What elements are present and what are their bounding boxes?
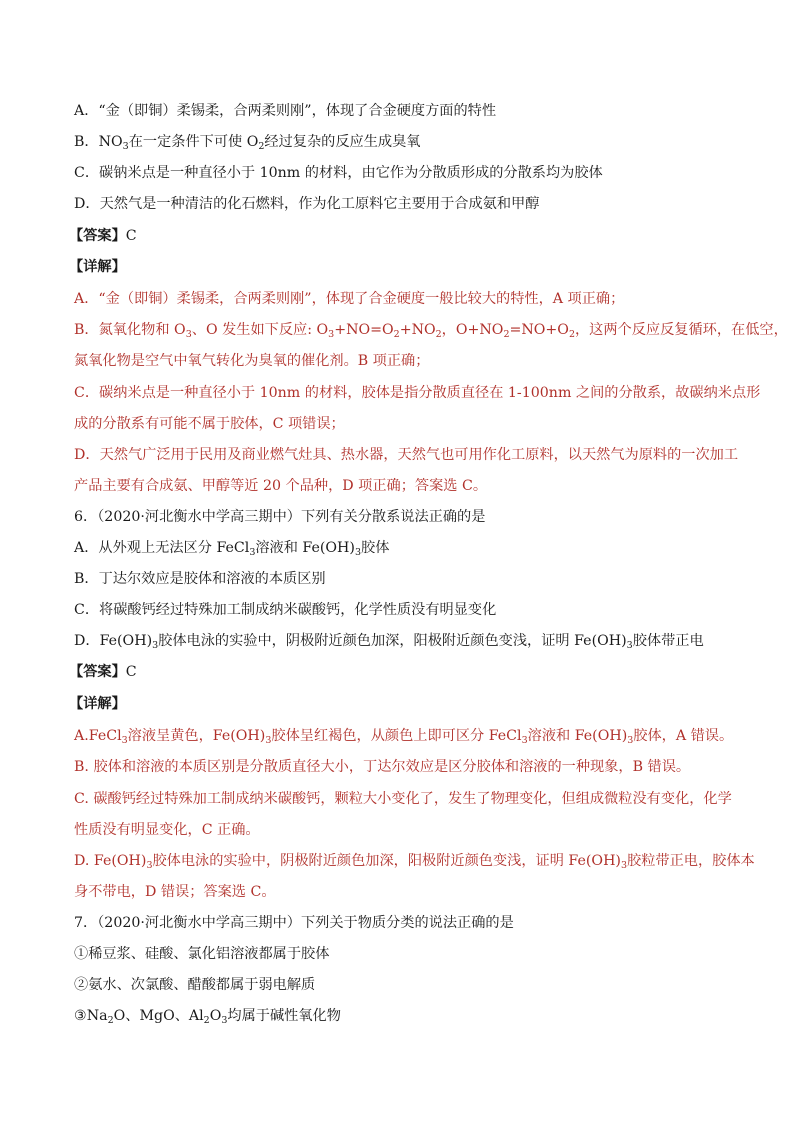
q5-detail-d-line2: 产品主要有合成氨、甲醇等近 20 个品种，D 项正确；答案选 C。 bbox=[74, 478, 488, 494]
q5-option-a: A．“金（即铜）柔锡柔，合两柔则刚”，体现了合金硬度方面的特性 bbox=[74, 103, 497, 119]
q5-detail-c-line1: C．碳纳米点是一种直径小于 10nm 的材料，胶体是指分散质直径在 1-100nm 之间的分散系，故碳纳米点形 bbox=[74, 385, 761, 401]
q6-answer: 【答案】C bbox=[69, 664, 137, 680]
q5-option-c: C．碳钠米点是一种直径小于 10nm 的材料，由它作为分散质形成的分散系均为胶体 bbox=[74, 165, 603, 181]
q6-option-c: C．将碳酸钙经过特殊加工制成纳米碳酸钙，化学性质没有明显变化 bbox=[74, 602, 497, 618]
q6-detail-d-line2: 身不带电，D 错误；答案选 C。 bbox=[74, 884, 276, 900]
q7-item-2: ②氨水、次氯酸、醋酸都属于弱电解质 bbox=[74, 977, 316, 993]
q5-detail-d-line1: D．天然气广泛用于民用及商业燃气灶具、热水器，天然气也可用作化工原料，以天然气为原料的一次加工 bbox=[74, 447, 739, 463]
q6-detail-a: A.FeCl$_3$溶液呈黄色，$Fe(OH)_3$胶体呈红褐色，从颜色上即可区分 FeCl$_3$溶液和 $Fe(OH)_3$胶体，A 错误。 bbox=[74, 728, 734, 746]
q6-stem: 6．（2020·河北衡水中学高三期中）下列有关分散系说法正确的是 bbox=[74, 509, 486, 525]
q7-item-3: $③Na_2O$、MgO、$Al_2O_3$均属于碱性氧化物 bbox=[74, 1008, 341, 1026]
q6-detail-b: B. 胶体和溶液的本质区别是分散质直径大小，丁达尔效应是区分胶体和溶液的一种现象，B 错误。 bbox=[74, 759, 691, 775]
q5-detail-b-line1: B．氮氧化物和 $O_3$、O 发生如下反应: $O_3+NO=O_2+NO_2$，$O+NO_2=NO+O_2$，这两个反应反复循环，在低空， bbox=[74, 322, 788, 340]
q6-option-d: D．$Fe(OH)_3$胶体电泳的实验中，阴极附近颜色加深，阳极附近颜色变浅，证明 $Fe(OH)_3$胶体带正电 bbox=[74, 633, 704, 651]
q5-detail-b-line2: 氮氧化物是空气中氧气转化为臭氧的催化剂。B 项正确； bbox=[74, 353, 430, 369]
q7-item-1: ①稀豆浆、硅酸、氯化铝溶液都属于胶体 bbox=[74, 946, 330, 962]
q6-detail-heading: 【详解】 bbox=[69, 696, 126, 712]
q6-detail-c-line2: 性质没有明显变化，C 正确。 bbox=[74, 822, 260, 838]
q5-option-d: D．天然气是一种清洁的化石燃料，作为化工原料它主要用于合成氨和甲醇 bbox=[74, 196, 540, 212]
q7-stem: 7．（2020·河北衡水中学高三期中）下列关于物质分类的说法正确的是 bbox=[74, 915, 514, 931]
q5-answer: 【答案】C bbox=[69, 228, 137, 244]
q5-detail-heading: 【详解】 bbox=[69, 259, 126, 275]
q5-detail-a: A．“金（即铜）柔锡柔，合两柔则刚”，体现了合金硬度一般比较大的特性，A 项正确； bbox=[74, 291, 625, 307]
q6-option-a: A．从外观上无法区分 FeCl$_3$溶液和 $Fe(OH)_3$胶体 bbox=[74, 540, 390, 558]
q6-option-b: B．丁达尔效应是胶体和溶液的本质区别 bbox=[74, 571, 326, 587]
q5-detail-c-line2: 成的分散系有可能不属于胶体，C 项错误； bbox=[74, 416, 345, 432]
q5-option-b: B．$NO_3$在一定条件下可使 $O_2$经过复杂的反应生成臭氧 bbox=[74, 134, 421, 152]
q6-detail-c-line1: C. 碳酸钙经过特殊加工制成纳米碳酸钙，颗粒大小变化了，发生了物理变化，但组成微粒没有变化，化学 bbox=[74, 791, 732, 807]
q6-detail-d-line1: D. $Fe(OH)_3$胶体电泳的实验中，阴极附近颜色加深，阳极附近颜色变浅，证明 $Fe(OH)_3$胶粒带正电，胶体本 bbox=[74, 853, 755, 871]
